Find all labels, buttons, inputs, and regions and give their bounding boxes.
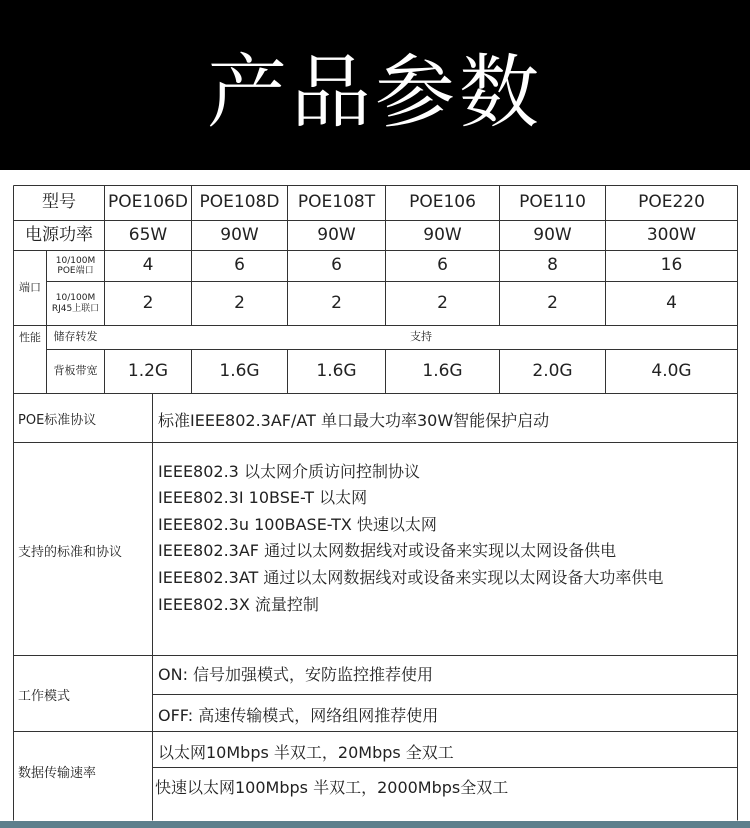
backplane-label: 背板带宽	[53, 364, 98, 378]
standards-line: IEEE802.3AF 通过以太网数据线对或设备来实现以太网设备供电	[158, 541, 617, 560]
poe-port-label: 10/100M POE端口	[55, 255, 96, 276]
power-cell: 90W	[317, 224, 356, 245]
performance-label: 性能	[19, 330, 41, 344]
standards-line: IEEE802.3 以太网介质访问控制协议	[158, 462, 420, 481]
poe-port-cell: 16	[660, 255, 683, 276]
bottom-strip	[0, 821, 750, 828]
uplink-port-cell: 2	[331, 292, 342, 313]
power-cell: 65W	[128, 224, 168, 245]
power-cell: 90W	[423, 224, 462, 245]
model-cell: POE108T	[297, 192, 376, 213]
standards-label: 支持的标准和协议	[18, 545, 123, 560]
backplane-cell: 4.0G	[651, 360, 692, 381]
model-cell: POE110	[519, 192, 586, 213]
store-forward-label: 储存转发	[53, 330, 98, 344]
model-cell: POE220	[638, 192, 705, 213]
backplane-cell: 1.2G	[127, 360, 169, 381]
model-cell: POE108D	[199, 192, 280, 213]
power-cell: 90W	[220, 224, 259, 245]
store-forward-value: 支持	[410, 330, 432, 344]
poe-port-cell: 8	[547, 255, 558, 276]
standards-line: IEEE802.3AT 通过以太网数据线对或设备来实现以太网设备大功率供电	[158, 568, 664, 587]
standards-line: IEEE802.3I 10BSE-T 以太网	[158, 488, 368, 507]
page-title: 产品参数	[207, 45, 543, 139]
model-cell: POE106D	[108, 192, 188, 213]
poe-port-cell: 6	[234, 255, 245, 276]
model-label: 型号	[42, 192, 76, 213]
backplane-cell: 1.6G	[316, 360, 357, 381]
rate-line: 快速以太网100Mbps 半双工，2000Mbps全双工	[155, 778, 509, 797]
poe-port-cell: 6	[437, 255, 448, 276]
poe-protocol-label: POE标准协议	[18, 413, 97, 428]
poe-protocol-value: 标准IEEE802.3AF/AT 单口最大功率30W智能保护启动	[158, 411, 550, 430]
backplane-cell: 1.6G	[422, 360, 463, 381]
uplink-port-cell: 2	[547, 292, 558, 313]
poe-port-cell: 6	[331, 255, 342, 276]
backplane-cell: 2.0G	[532, 360, 573, 381]
uplink-port-label: 10/100M RJ45上联口	[51, 293, 100, 314]
model-cell: POE106	[409, 192, 476, 213]
uplink-port-cell: 2	[142, 292, 154, 313]
power-cell: 90W	[533, 224, 572, 245]
standards-line: IEEE802.3u 100BASE-TX 快速以太网	[158, 515, 437, 534]
port-label: 端口	[19, 280, 41, 294]
rate-label: 数据传输速率	[18, 766, 97, 781]
work-mode-off: OFF: 高速传输模式，网络组网推荐使用	[158, 706, 439, 725]
uplink-port-cell: 2	[234, 292, 245, 313]
uplink-port-cell: 2	[437, 292, 448, 313]
power-cell: 300W	[646, 224, 697, 245]
uplink-port-cell: 4	[666, 292, 677, 313]
standards-line: IEEE802.3X 流量控制	[158, 595, 319, 614]
work-mode-label: 工作模式	[18, 689, 71, 704]
power-label: 电源功率	[25, 224, 93, 245]
work-mode-on: ON: 信号加强模式，安防监控推荐使用	[158, 665, 434, 684]
backplane-cell: 1.6G	[219, 360, 260, 381]
rate-line: 以太网10Mbps 半双工，20Mbps 全双工	[158, 743, 454, 762]
poe-port-cell: 4	[142, 255, 154, 276]
